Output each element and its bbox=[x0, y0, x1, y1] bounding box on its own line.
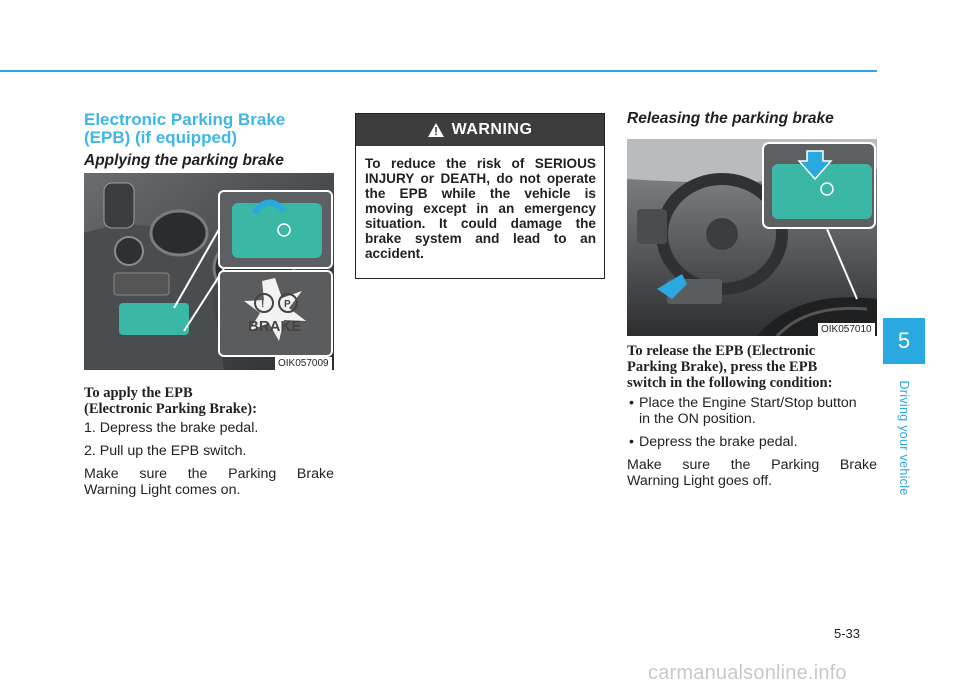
warning-title: WARNING bbox=[451, 121, 533, 138]
apply-step-1: 1. Depress the brake pedal. bbox=[84, 420, 259, 436]
warning-box bbox=[355, 113, 605, 279]
section-title bbox=[84, 111, 344, 147]
section-title-line-1: Electronic Parking Brake bbox=[84, 110, 286, 129]
bullet-dot: • bbox=[629, 434, 634, 450]
release-note-line-2: Warning Light goes off. bbox=[627, 473, 773, 489]
release-heading-line-2: Parking Brake), press the EPB bbox=[627, 359, 818, 375]
warning-header bbox=[356, 114, 604, 146]
apply-steps bbox=[84, 420, 334, 498]
section-title-line-2: (EPB) (if equipped) bbox=[84, 128, 237, 147]
page-number: 5-33 bbox=[834, 626, 861, 641]
release-epb-illustration bbox=[627, 139, 877, 336]
apply-epb-illustration bbox=[84, 173, 334, 370]
epb-switch-zoom bbox=[232, 203, 322, 258]
release-note-line-1: Make sure the Parking Brake bbox=[627, 457, 877, 473]
releasing-subtitle: Releasing the parking brake bbox=[627, 110, 834, 127]
chapter-label-text: Driving your vehicle bbox=[897, 379, 911, 496]
apply-heading-line-2: (Electronic Parking Brake): bbox=[84, 401, 257, 417]
epb-switch-small bbox=[119, 303, 189, 335]
apply-step-2: 2. Pull up the EPB switch. bbox=[84, 443, 247, 459]
release-instruction-heading bbox=[627, 343, 832, 391]
chapter-label bbox=[879, 375, 929, 500]
warning-text: To reduce the risk of SERIOUS INJURY or DEATH, do not operate the EPB while the vehicle is moving except in an emergency situation. It could damage the brake system and lead to an accident. bbox=[365, 156, 596, 261]
release-epb-photo bbox=[627, 139, 877, 336]
release-bullet-2-line-1: Depress the brake pedal. bbox=[639, 434, 798, 450]
release-bullet-1 bbox=[627, 395, 877, 427]
apply-note-line-2: Warning Light comes on. bbox=[84, 482, 241, 498]
photo-caption-right: OIK057010 bbox=[818, 323, 875, 336]
release-conditions bbox=[627, 395, 877, 489]
top-rule bbox=[0, 70, 877, 72]
bullet-dot: • bbox=[629, 395, 634, 411]
apply-heading-line-1: To apply the EPB bbox=[84, 385, 193, 401]
release-bullet-1-line-1: Place the Engine Start/Stop button bbox=[639, 395, 857, 411]
svg-text:P: P bbox=[284, 299, 291, 310]
brake-label: BRAKE bbox=[248, 318, 302, 335]
apply-note-line-1: Make sure the Parking Brake bbox=[84, 466, 334, 482]
svg-text:!: ! bbox=[261, 299, 265, 310]
release-heading-line-3: switch in the following condition: bbox=[627, 375, 833, 391]
chapter-tab: 5 bbox=[883, 318, 925, 364]
apply-epb-photo bbox=[84, 173, 334, 370]
warning-triangle-icon bbox=[428, 123, 444, 137]
photo-caption-left: OIK057009 bbox=[275, 357, 332, 370]
watermark: carmanualsonline.info bbox=[648, 662, 847, 684]
applying-subtitle: Applying the parking brake bbox=[84, 152, 284, 169]
release-heading-line-1: To release the EPB (Electronic bbox=[627, 343, 816, 359]
apply-instruction-heading bbox=[84, 385, 257, 417]
release-bullet-2 bbox=[627, 434, 877, 450]
release-bullet-1-line-2: in the ON position. bbox=[639, 411, 756, 427]
